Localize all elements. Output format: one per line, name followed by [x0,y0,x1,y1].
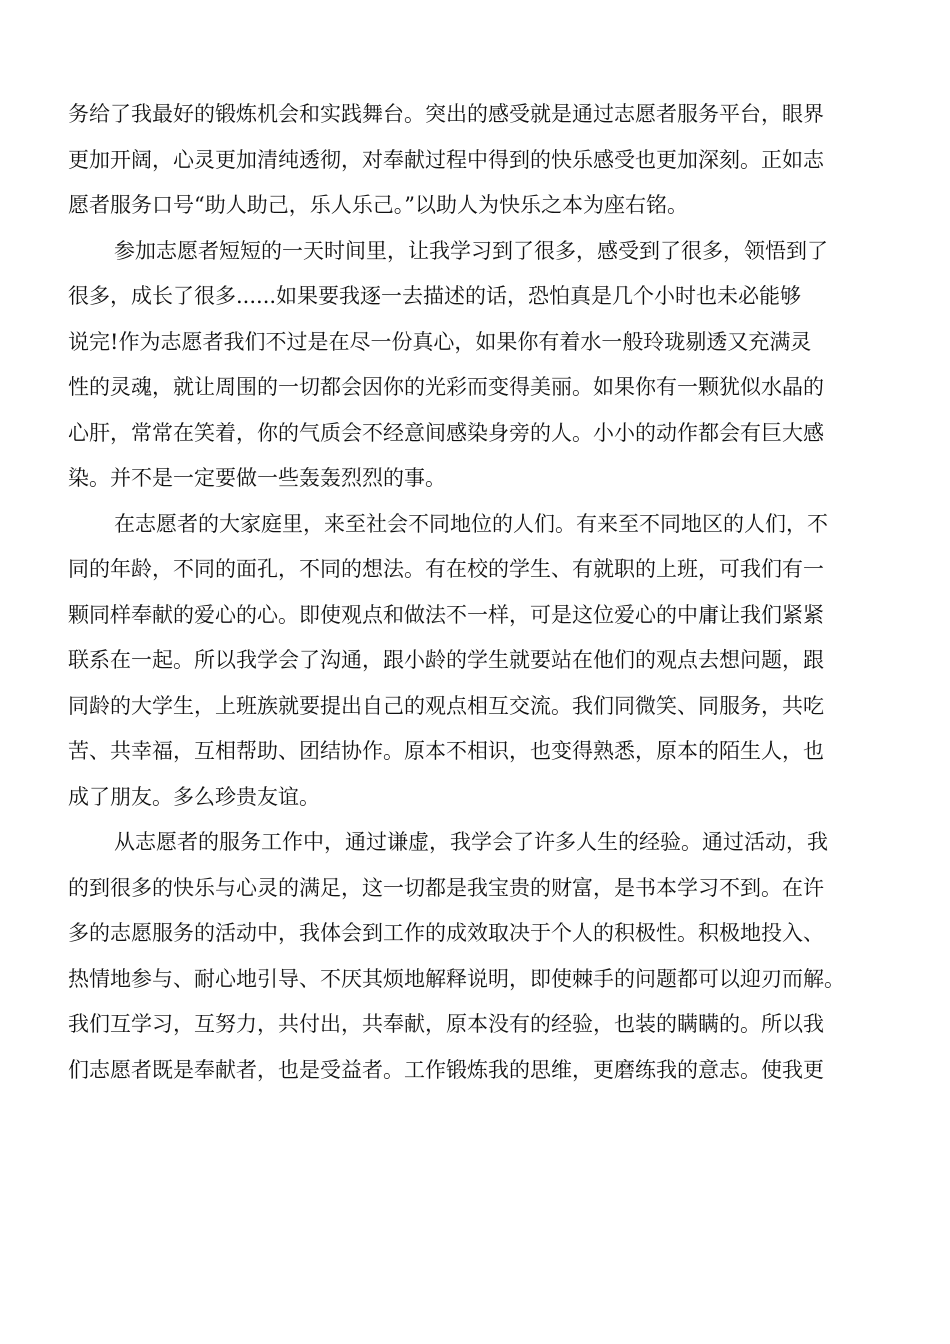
text-line: 成了朋友。多么珍贵友谊。 [68,784,320,809]
text-line: 愿者服务口号“助人助己，乐人乐己。”以助人为快乐之本为座右铭。 [68,193,688,217]
paragraph-2 [68,229,888,502]
text-line: 参加志愿者短短的一天时间里，让我学习到了很多，感受到了很多，领悟到了 [114,238,828,263]
text-line: 务给了我最好的锻炼机会和实践舞台。突出的感受就是通过志愿者服务平台，眼界 [68,102,824,126]
text-line: 同龄的大学生，上班族就要提出自己的观点相互交流。我们同微笑、同服务，共吃 [68,693,824,718]
text-line: 多的志愿服务的活动中，我体会到工作的成效取决于个人的积极性。积极地投入、 [68,921,824,945]
paragraph-3 [68,502,888,821]
text-line: 从志愿者的服务工作中，通过谦虚，我学会了许多人生的经验。通过活动，我 [114,830,828,854]
text-line: 颗同样奉献的爱心的心。即使观点和做法不一样，可是这位爱心的中庸让我们紧紧 [68,602,824,627]
text-line: 我们互学习，互努力，共付出，共奉献，原本没有的经验，也装的瞒瞒的。所以我 [68,1012,824,1036]
text-line: 们志愿者既是奉献者，也是受益者。工作锻炼我的思维，更磨练我的意志。使我更 [68,1057,824,1082]
text-line: 性的灵魂，就让周围的一切都会因你的光彩而变得美丽。如果你有一颗犹似水晶的 [68,375,824,399]
text-line: 的到很多的快乐与心灵的满足，这一切都是我宝贵的财富，是书本学习不到。在许 [68,875,824,900]
text-line: 同的年龄，不同的面孔，不同的想法。有在校的学生、有就职的上班，可我们有一 [68,557,824,581]
document-body [68,92,888,1093]
paragraph-4 [68,820,888,1093]
text-line: 说完!作为志愿者我们不过是在尽一份真心，如果你有着水一般玲珑剔透又充满灵 [68,329,812,354]
text-line: 很多，成长了很多......如果要我逐一去描述的话，恐怕真是几个小时也未必能够 [68,284,802,308]
text-line: 热情地参与、耐心地引导、不厌其烦地解释说明，即使棘手的问题都可以迎刃而解。 [68,966,845,991]
text-line: 更加开阔，心灵更加清纯透彻，对奉献过程中得到的快乐感受也更加深刻。正如志 [68,147,824,172]
paragraph-1 [68,92,888,229]
text-line: 心肝，常常在笑着，你的气质会不经意间感染身旁的人。小小的动作都会有巨大感 [68,420,824,445]
text-line: 联系在一起。所以我学会了沟通，跟小龄的学生就要站在他们的观点去想问题，跟 [68,648,824,672]
text-line: 苦、共幸福，互相帮助、团结协作。原本不相识，也变得熟悉，原本的陌生人，也 [68,739,824,763]
text-line: 在志愿者的大家庭里，来至社会不同地位的人们。有来至不同地区的人们，不 [114,511,828,536]
text-line: 染。并不是一定要做一些轰轰烈烈的事。 [68,466,446,490]
